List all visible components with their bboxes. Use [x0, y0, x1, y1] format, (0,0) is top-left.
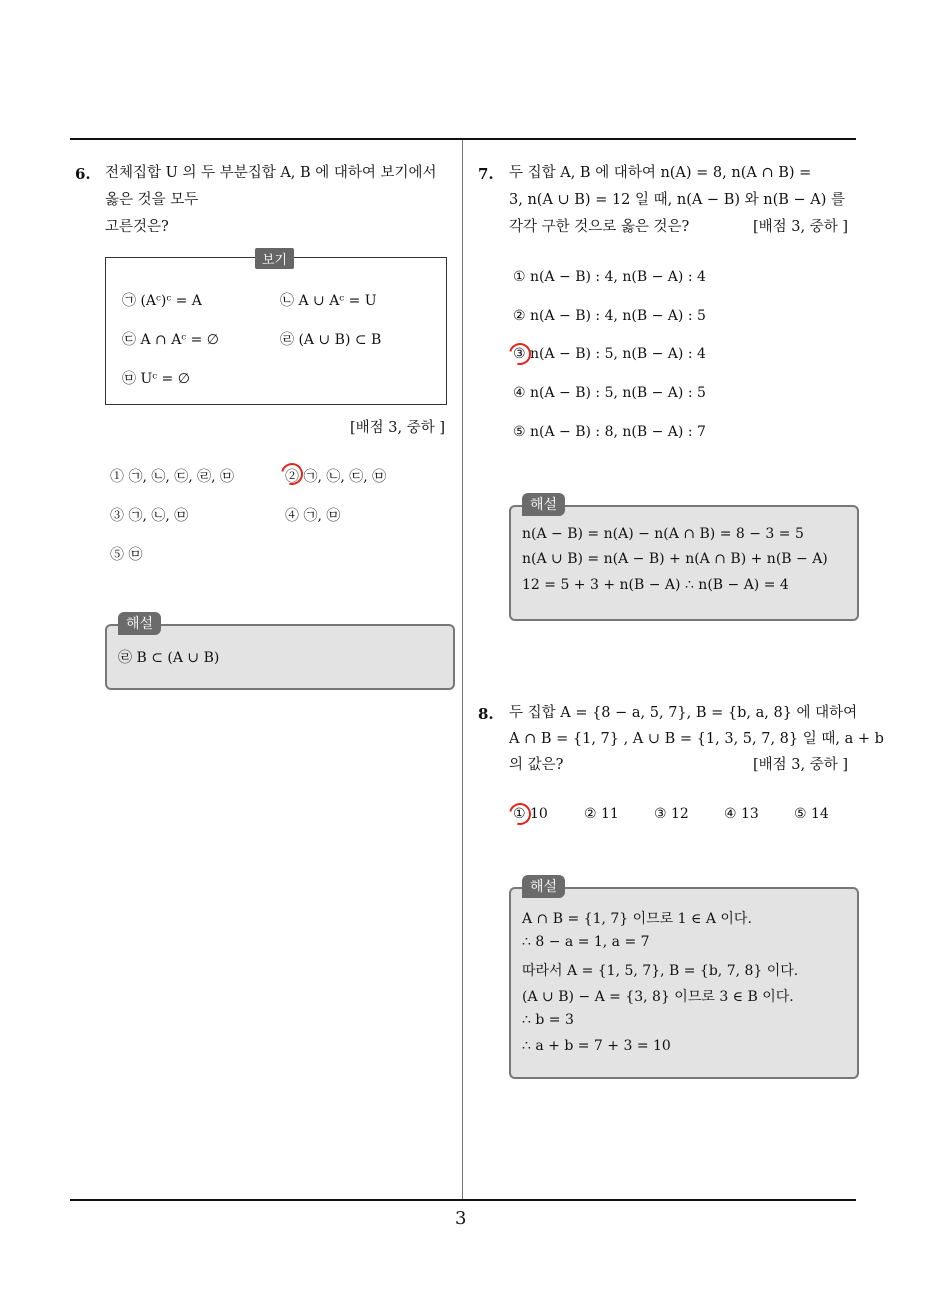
- q6-number: 6.: [75, 165, 91, 183]
- q8-option[interactable]: ⑤ 14: [794, 806, 829, 822]
- q6-line3: 고른것은?: [105, 219, 169, 235]
- q8-solution-line: ∴ b = 3: [522, 1012, 574, 1028]
- q6-bogi-label: 보기: [255, 248, 294, 269]
- q6-line1: 전체집합 U 의 두 부분집합 A, B 에 대하여 보기에서: [105, 165, 437, 181]
- q8-solution-line: 따라서 A = {1, 5, 7}, B = {b, 7, 8} 이다.: [522, 963, 799, 979]
- q8-option[interactable]: ③ 12: [654, 806, 689, 822]
- q7-answer-mark-icon: [505, 339, 535, 369]
- q7-option[interactable]: ⑤ n(A − B) : 8, n(B − A) : 7: [513, 424, 706, 440]
- q7-option[interactable]: ① n(A − B) : 4, n(B − A) : 4: [513, 269, 706, 285]
- q7-option[interactable]: ② n(A − B) : 4, n(B − A) : 5: [513, 308, 706, 324]
- q6-solution-label: 해설: [118, 612, 161, 635]
- page-number: 3: [455, 1208, 467, 1229]
- top-rule: [70, 138, 856, 140]
- q8-line2: A ∩ B = {1, 7} , A ∪ B = {1, 3, 5, 7, 8} 일 때, a + b: [509, 731, 884, 747]
- bottom-rule: [70, 1199, 856, 1201]
- q6-option[interactable]: ④ ㉠, ㉤: [285, 508, 341, 524]
- q7-option[interactable]: ④ n(A − B) : 5, n(B − A) : 5: [513, 385, 706, 401]
- q8-option[interactable]: ① 10: [513, 806, 548, 822]
- q7-score: [배점 3, 중하 ]: [753, 219, 849, 235]
- q7-solution-label: 해설: [522, 493, 565, 516]
- q8-line1: 두 집합 A = {8 − a, 5, 7}, B = {b, a, 8} 에 대하여: [509, 705, 858, 721]
- q6-option[interactable]: ⑤ ㉤: [110, 547, 143, 563]
- q6-option[interactable]: ③ ㉠, ㉡, ㉤: [110, 508, 189, 524]
- q8-solution-line: ∴ a + b = 7 + 3 = 10: [522, 1038, 671, 1054]
- q7-option[interactable]: ③ n(A − B) : 5, n(B − A) : 4: [513, 346, 706, 362]
- q6-bogi-item: ㉡ A ∪ Aᶜ = U: [280, 293, 377, 309]
- q8-solution-line: (A ∪ B) − A = {3, 8} 이므로 3 ∈ B 이다.: [522, 989, 794, 1005]
- q8-answer-mark-icon: [505, 799, 535, 829]
- q8-option[interactable]: ④ 13: [724, 806, 759, 822]
- q6-bogi-item: ㉢ A ∩ Aᶜ = ∅: [122, 332, 219, 348]
- q7-solution-line: n(A − B) = n(A) − n(A ∩ B) = 8 − 3 = 5: [522, 526, 804, 542]
- q8-solution-line: A ∩ B = {1, 7} 이므로 1 ∈ A 이다.: [522, 911, 752, 927]
- q7-line2: 3, n(A ∪ B) = 12 일 때, n(A − B) 와 n(B − A) 를: [509, 192, 845, 208]
- q7-line3: 각각 구한 것으로 옳은 것은?: [509, 219, 690, 235]
- q6-option[interactable]: ① ㉠, ㉡, ㉢, ㉣, ㉤: [110, 469, 235, 485]
- q8-number: 8.: [478, 705, 494, 723]
- q6-solution-line: ㉣ B ⊂ (A ∪ B): [118, 650, 220, 666]
- q8-solution-line: ∴ 8 − a = 1, a = 7: [522, 934, 650, 950]
- q6-bogi-item: ㉠ (Aᶜ)ᶜ = A: [122, 293, 202, 309]
- q6-score: [배점 3, 중하 ]: [350, 420, 446, 436]
- q7-number: 7.: [478, 165, 494, 183]
- q6-bogi-item: ㉤ Uᶜ = ∅: [122, 371, 190, 387]
- column-divider: [462, 140, 463, 1200]
- q7-solution-line: n(A ∪ B) = n(A − B) + n(A ∩ B) + n(B − A): [522, 551, 828, 567]
- q8-solution-label: 해설: [522, 875, 565, 898]
- q6-option[interactable]: ② ㉠, ㉡, ㉢, ㉤: [285, 469, 387, 485]
- q7-solution-line: 12 = 5 + 3 + n(B − A) ∴ n(B − A) = 4: [522, 577, 789, 593]
- q8-line3: 의 값은?: [509, 757, 564, 773]
- q8-option[interactable]: ② 11: [584, 806, 619, 822]
- q7-line1: 두 집합 A, B 에 대하여 n(A) = 8, n(A ∩ B) =: [509, 165, 812, 181]
- q8-score: [배점 3, 중하 ]: [753, 757, 849, 773]
- q6-line2: 옳은 것을 모두: [105, 192, 199, 208]
- q6-bogi-item: ㉣ (A ∪ B) ⊂ B: [280, 332, 382, 348]
